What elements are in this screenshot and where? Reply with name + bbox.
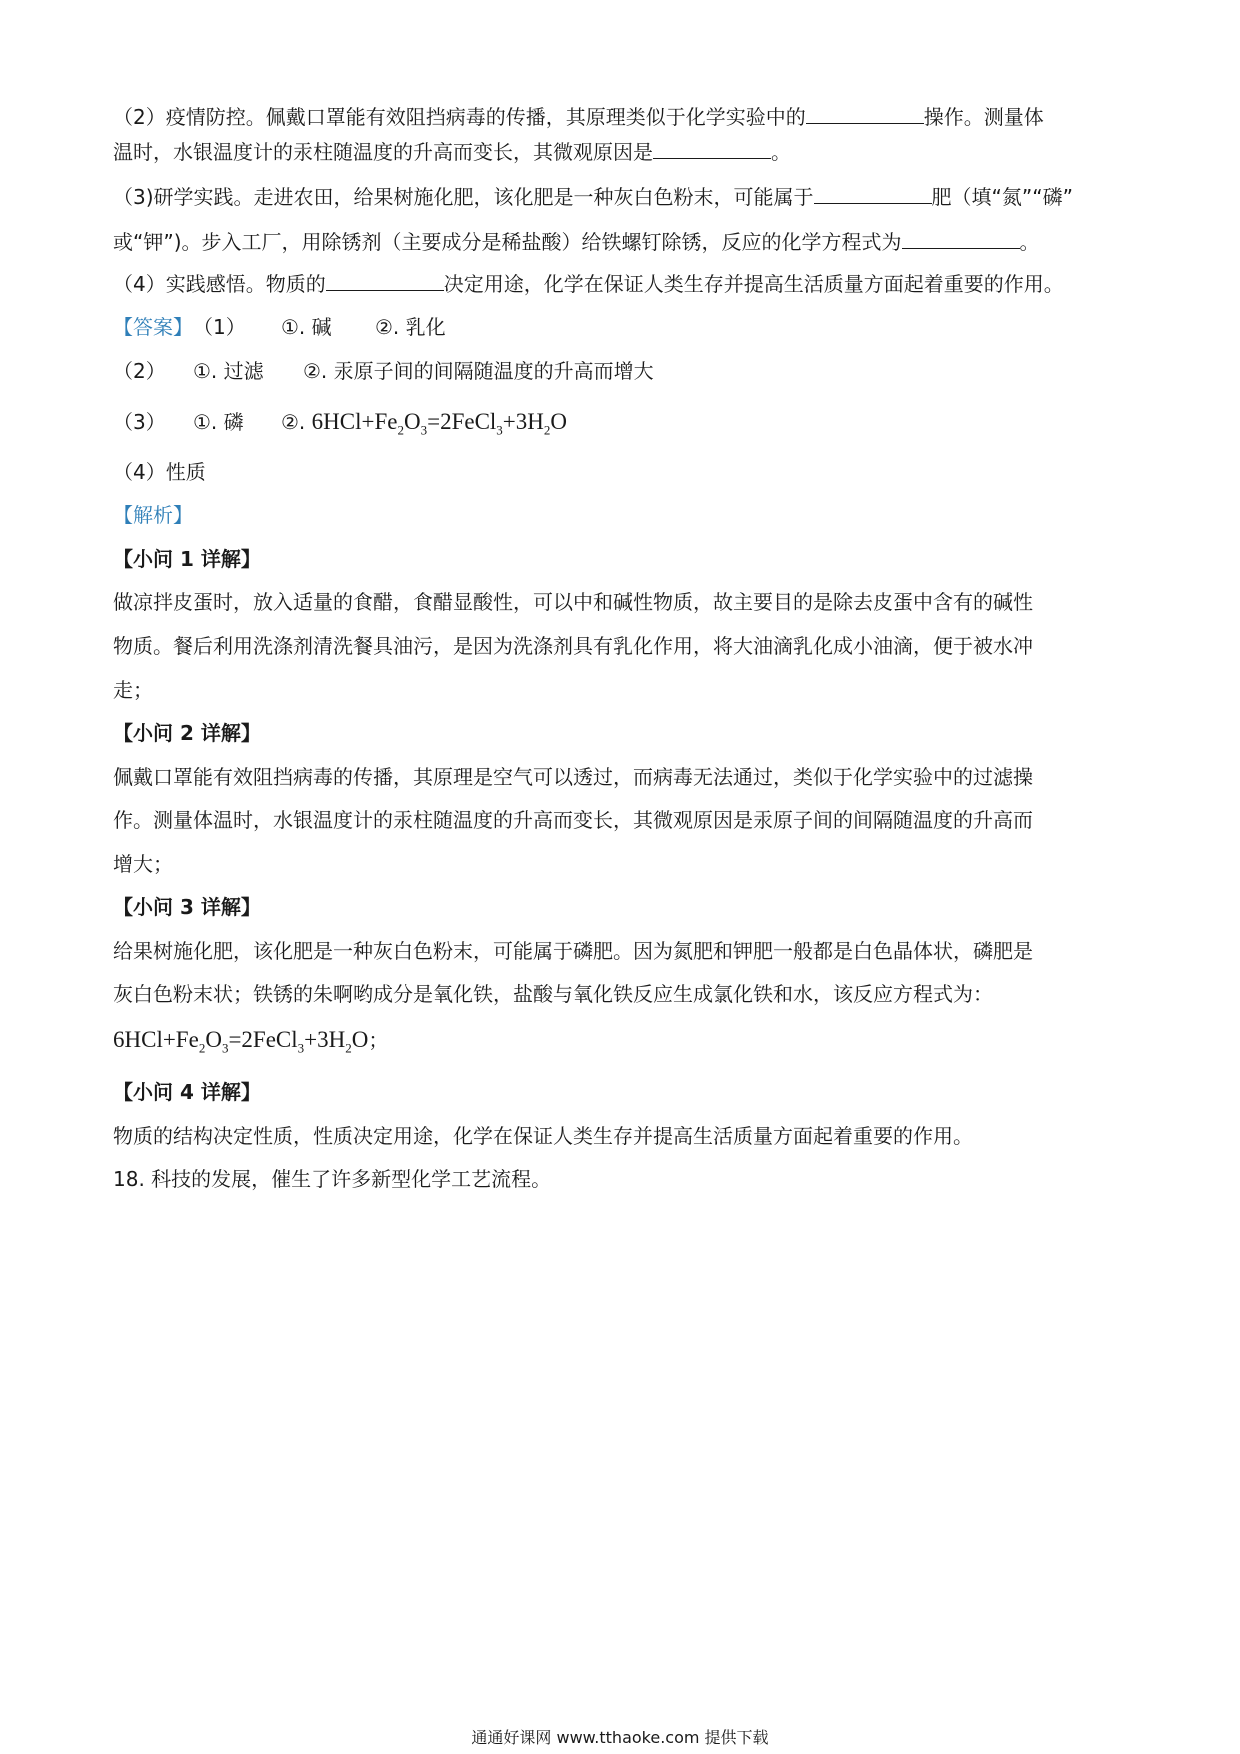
question-line: （4）实践感悟。物质的 决定用途，化学在保证人类生存并提高生活质量方面起着重要的作用。 [113, 272, 1064, 296]
sub-question-title: 【小问 1 详解】 [113, 547, 261, 571]
analysis-text: 灰白色粉末状；铁锈的朱啊哟成分是氧化铁，盐酸与氧化铁反应生成氯化铁和水，该反应方程式为： [113, 982, 993, 1006]
analysis-equation-line: $6HCl+Fe_2O_3=2FeCl_3+3H_2O$； [113, 1027, 389, 1056]
page-footer: 通通好课网 www.tthaoke.com 提供下载 [471, 1728, 769, 1747]
equation: $6HCl+Fe_2O_3=2FeCl_3+3H_2O$ [311, 409, 568, 438]
answer-line-2: （2） ①. 过滤 ②. 汞原子间的间隔随温度的升高而增大 [113, 359, 654, 383]
answer-blank [653, 140, 771, 159]
sub-question-title: 【小问 4 详解】 [113, 1080, 261, 1104]
answer-line-1: 【答案】（1） ①. 碱 ②. 乳化 [113, 315, 446, 339]
analysis-text: 佩戴口罩能有效阻挡病毒的传播，其原理是空气可以透过，而病毒无法通过，类似于化学实验中的过滤操 [113, 765, 1033, 789]
analysis-text: 给果树施化肥，该化肥是一种灰白色粉末，可能属于磷肥。因为氮肥和钾肥一般都是白色晶体状，磷肥是 [113, 939, 1033, 963]
analysis-text: 作。测量体温时，水银温度计的汞柱随温度的升高而变长，其微观原因是汞原子间的间隔随温度的升高而 [113, 808, 1033, 832]
answer-label: 【答案】 [113, 315, 193, 339]
question-line: （3)研学实践。走进农田，给果树施化肥，该化肥是一种灰白色粉末，可能属于 肥（填“氮”“磷” [113, 185, 1073, 209]
question-line: （2）疫情防控。佩戴口罩能有效阻挡病毒的传播，其原理类似于化学实验中的 操作。测量体 [113, 105, 1044, 129]
sub-question-title: 【小问 2 详解】 [113, 721, 261, 745]
analysis-text: 增大； [113, 852, 173, 876]
answer-line-4: （4）性质 [113, 460, 206, 484]
answer-blank [806, 105, 924, 124]
answer-blank [902, 230, 1020, 249]
analysis-text: 走； [113, 678, 153, 702]
next-question: 18. 科技的发展，催生了许多新型化学工艺流程。 [113, 1167, 552, 1191]
analysis-text: 做凉拌皮蛋时，放入适量的食醋，食醋显酸性，可以中和碱性物质，故主要目的是除去皮蛋中含有的碱性 [113, 590, 1033, 614]
question-line: 或“钾”)。步入工厂，用除锈剂（主要成分是稀盐酸）给铁螺钉除锈，反应的化学方程式为 。 [113, 230, 1040, 254]
analysis-text: 物质。餐后利用洗涤剂清洗餐具油污，是因为洗涤剂具有乳化作用，将大油滴乳化成小油滴，便于被水冲 [113, 634, 1033, 658]
analysis-text: 物质的结构决定性质，性质决定用途，化学在保证人类生存并提高生活质量方面起着重要的作用。 [113, 1124, 973, 1148]
analysis-label: 【解析】 [113, 503, 193, 527]
question-line: 温时，水银温度计的汞柱随温度的升高而变长，其微观原因是 。 [113, 140, 791, 164]
answer-line-3: （3） ①. 磷 ②. $6HCl+Fe_2O_3=2FeCl_3+3H_2O$ [113, 409, 568, 438]
equation: $6HCl+Fe_2O_3=2FeCl_3+3H_2O$ [113, 1027, 369, 1056]
sub-question-title: 【小问 3 详解】 [113, 895, 261, 919]
answer-blank [814, 185, 932, 204]
answer-blank [326, 272, 444, 291]
